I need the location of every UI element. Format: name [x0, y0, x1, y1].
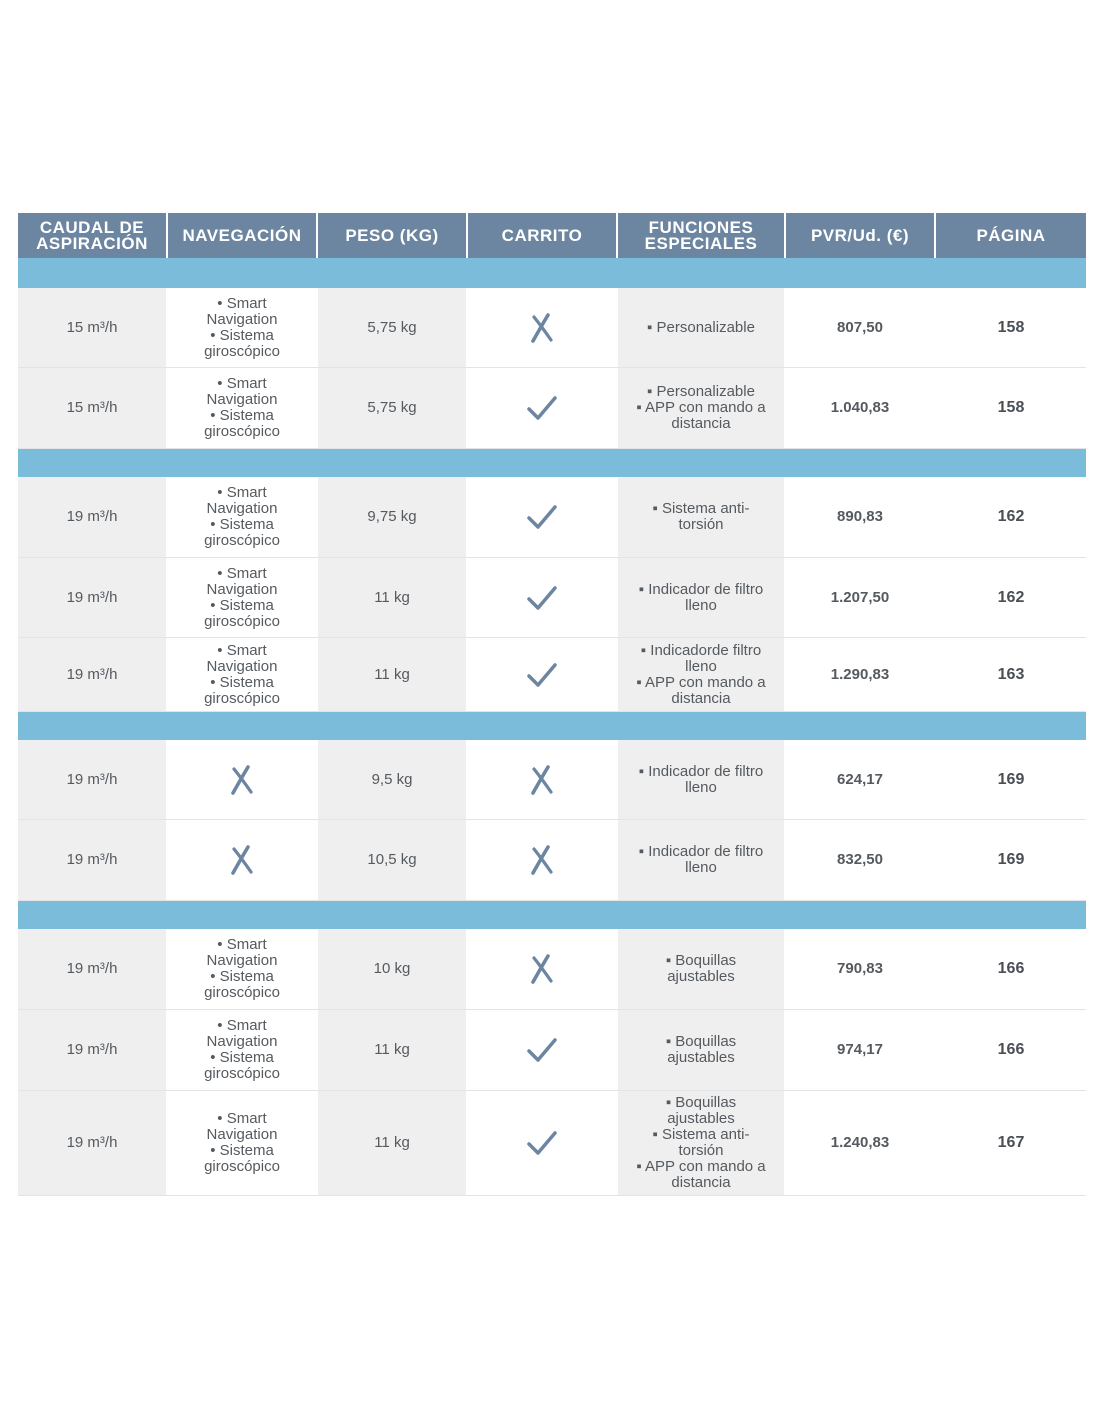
table-row — [18, 477, 1086, 558]
cell-line: distancia — [671, 689, 731, 707]
cell-line: giroscópico — [204, 1065, 280, 1082]
cell-pvr — [786, 558, 936, 637]
cell-pvr — [786, 820, 936, 900]
cell-funciones — [618, 1010, 786, 1090]
cell-line: ▪ Indicador de filtro — [638, 762, 764, 780]
cell-line: Navigation — [206, 500, 278, 517]
cell-line: • Smart — [217, 641, 267, 659]
cell-pvr — [786, 638, 936, 711]
cell-line: lleno — [685, 778, 717, 796]
pvr-value: 790,83 — [837, 960, 883, 977]
header-navegacion — [168, 213, 318, 258]
table-row — [18, 820, 1086, 901]
cell-caudal — [18, 1010, 168, 1090]
cell-line: ▪ Sistema anti- — [652, 1126, 750, 1143]
cell-lines — [639, 764, 764, 796]
pagina-value: 162 — [997, 588, 1025, 606]
cell-pvr — [786, 929, 936, 1009]
cell-funciones — [618, 558, 786, 637]
cell-pagina — [936, 288, 1086, 367]
peso-value: 10 kg — [373, 960, 411, 977]
check-icon — [526, 503, 558, 531]
cell-pagina — [936, 558, 1086, 637]
cell-line: giroscópico — [204, 984, 280, 1001]
table-row — [18, 1010, 1086, 1091]
cell-line: ajustables — [667, 968, 735, 985]
cell-line: lleno — [685, 657, 717, 675]
cell-lines — [204, 937, 280, 1001]
header-caudal — [18, 213, 168, 258]
cell-pagina — [936, 1091, 1086, 1195]
cell-peso — [318, 638, 468, 711]
caudal-value: 15 m³/h — [66, 318, 118, 336]
cell-navegacion — [168, 740, 318, 819]
cross-icon — [528, 764, 556, 796]
pvr-value: 624,17 — [837, 770, 883, 788]
table-row — [18, 558, 1086, 638]
cell-caudal — [18, 740, 168, 819]
header-pvr-label: PVR/Ud. (€) — [810, 225, 910, 245]
peso-value: 11 kg — [374, 1134, 410, 1151]
caudal-value: 15 m³/h — [66, 399, 118, 416]
cell-pvr — [786, 740, 936, 819]
cell-line: ajustables — [667, 1049, 735, 1066]
cell-funciones — [618, 820, 786, 900]
caudal-value: 19 m³/h — [66, 1134, 118, 1151]
cell-pagina — [936, 368, 1086, 448]
pagina-value: 169 — [997, 851, 1025, 868]
pvr-value: 974,17 — [837, 1041, 883, 1058]
pvr-value: 1.040,83 — [830, 399, 890, 416]
cell-lines — [639, 844, 764, 876]
cell-line: torsión — [678, 516, 724, 533]
cell-carrito — [468, 929, 618, 1009]
cell-lines — [204, 376, 280, 440]
cell-line: • Sistema — [210, 516, 274, 533]
cell-pvr — [786, 477, 936, 557]
group-separator — [18, 712, 1086, 740]
caudal-value: 19 m³/h — [66, 665, 118, 683]
cell-line: torsión — [678, 1142, 724, 1159]
table-row — [18, 368, 1086, 449]
peso-value: 11 kg — [374, 1041, 410, 1058]
cell-line: • Sistema — [210, 968, 274, 985]
header-pvr — [786, 213, 936, 258]
cell-lines — [639, 582, 764, 614]
cell-peso — [318, 740, 468, 819]
group-separator — [18, 901, 1086, 929]
cell-peso — [318, 929, 468, 1009]
cell-line: ▪ Indicador de filtro — [638, 843, 764, 860]
cell-line: Navigation — [206, 1126, 278, 1143]
cell-line: Navigation — [206, 310, 278, 328]
cell-line: Navigation — [206, 952, 278, 969]
pagina-value: 169 — [997, 770, 1025, 788]
cell-lines — [204, 485, 280, 549]
cell-line: • Sistema — [210, 596, 274, 614]
comparison-table — [18, 213, 1086, 1196]
cell-lines — [204, 296, 280, 360]
pagina-value: 158 — [997, 318, 1025, 336]
cell-pvr — [786, 1091, 936, 1195]
cell-navegacion — [168, 558, 318, 637]
cell-pagina — [936, 477, 1086, 557]
cell-carrito — [468, 740, 618, 819]
check-icon — [526, 1129, 558, 1157]
table-row — [18, 929, 1086, 1010]
header-carrito — [468, 213, 618, 258]
caudal-value: 19 m³/h — [66, 588, 118, 606]
cell-pvr — [786, 368, 936, 448]
cell-peso — [318, 1010, 468, 1090]
cell-line: ▪ APP con mando a — [636, 1158, 766, 1175]
cell-line: • Sistema — [210, 1142, 274, 1159]
cell-line: ▪ Personalizable — [647, 383, 755, 400]
cell-line: lleno — [685, 859, 717, 876]
cell-navegacion — [168, 929, 318, 1009]
cross-icon — [528, 953, 556, 985]
cell-carrito — [468, 1010, 618, 1090]
peso-value: 11 kg — [374, 588, 410, 606]
cell-line: Navigation — [206, 580, 278, 598]
pagina-value: 162 — [997, 508, 1025, 525]
cell-line: giroscópico — [204, 342, 280, 360]
pagina-value: 166 — [997, 1041, 1025, 1058]
check-icon — [526, 584, 558, 612]
cell-lines — [666, 1034, 736, 1066]
cell-peso — [318, 558, 468, 637]
cell-line: ▪ APP con mando a — [636, 399, 766, 416]
caudal-value: 19 m³/h — [66, 770, 118, 788]
check-icon — [526, 394, 558, 422]
cell-navegacion — [168, 820, 318, 900]
cell-lines — [652, 501, 749, 533]
cell-funciones — [618, 368, 786, 448]
table-row — [18, 638, 1086, 712]
cell-line: ▪ Boquillas — [665, 1033, 737, 1050]
cell-lines — [636, 384, 765, 432]
cell-line: • Smart — [217, 484, 267, 501]
cell-line: • Sistema — [210, 1049, 274, 1066]
cell-funciones — [618, 740, 786, 819]
cell-caudal — [18, 820, 168, 900]
cell-lines — [666, 953, 736, 985]
cell-line: giroscópico — [204, 1158, 280, 1175]
cell-lines — [204, 1111, 280, 1175]
cell-carrito — [468, 558, 618, 637]
pvr-value: 1.290,83 — [830, 665, 890, 683]
pvr-value: 1.240,83 — [830, 1134, 890, 1151]
cell-peso — [318, 477, 468, 557]
cell-line: giroscópico — [204, 612, 280, 630]
cell-lines — [204, 1018, 280, 1082]
cell-line: Navigation — [206, 1033, 278, 1050]
pagina-value: 163 — [997, 665, 1025, 683]
header-funciones — [618, 213, 786, 258]
header-peso-label: PESO (KG) — [345, 225, 439, 245]
header-navegacion-label: NAVEGACIÓN — [182, 225, 302, 245]
cell-pagina — [936, 929, 1086, 1009]
header-pagina-label: PÁGINA — [976, 225, 1046, 245]
pagina-value: 166 — [997, 960, 1025, 977]
cell-line: ▪ Sistema anti- — [652, 500, 750, 517]
peso-value: 9,5 kg — [371, 770, 413, 788]
cell-line: • Sistema — [210, 407, 274, 424]
cell-line: ▪ Indicadorde filtro — [640, 641, 762, 659]
cell-pagina — [936, 638, 1086, 711]
cell-line: distancia — [671, 415, 731, 432]
cross-icon — [528, 844, 556, 876]
cell-caudal — [18, 368, 168, 448]
cell-peso — [318, 820, 468, 900]
check-icon — [526, 1036, 558, 1064]
cell-navegacion — [168, 1010, 318, 1090]
cell-line: giroscópico — [204, 689, 280, 707]
cell-navegacion — [168, 288, 318, 367]
cross-icon — [528, 312, 556, 344]
table-row — [18, 288, 1086, 368]
peso-value: 5,75 kg — [367, 318, 417, 336]
cell-pagina — [936, 740, 1086, 819]
cell-navegacion — [168, 368, 318, 448]
peso-value: 10,5 kg — [367, 851, 417, 868]
cell-carrito — [468, 820, 618, 900]
cell-peso — [318, 368, 468, 448]
peso-value: 11 kg — [374, 665, 410, 683]
cell-line: Navigation — [206, 657, 278, 675]
cell-peso — [318, 1091, 468, 1195]
group-separator — [18, 258, 1086, 288]
cell-line: ajustables — [667, 1110, 735, 1127]
cell-line: ▪ Personalizable — [647, 318, 755, 336]
cell-line: ▪ Indicador de filtro — [638, 580, 764, 598]
header-funciones-label: FUNCIONES ESPECIALES — [644, 217, 758, 253]
header-peso — [318, 213, 468, 258]
cell-line: giroscópico — [204, 423, 280, 440]
cell-line: giroscópico — [204, 532, 280, 549]
cell-navegacion — [168, 638, 318, 711]
cell-caudal — [18, 477, 168, 557]
cell-lines — [647, 320, 755, 336]
pvr-value: 1.207,50 — [830, 588, 890, 606]
check-icon — [526, 661, 558, 689]
cell-line: • Sistema — [210, 326, 274, 344]
cell-navegacion — [168, 477, 318, 557]
cell-line: distancia — [671, 1174, 731, 1191]
cell-pagina — [936, 820, 1086, 900]
cell-line: • Smart — [217, 1110, 267, 1127]
cell-line: • Smart — [217, 564, 267, 582]
cell-pagina — [936, 1010, 1086, 1090]
cell-lines — [204, 566, 280, 630]
cell-funciones — [618, 477, 786, 557]
cell-navegacion — [168, 1091, 318, 1195]
cell-carrito — [468, 477, 618, 557]
group-separator — [18, 449, 1086, 477]
cross-icon — [228, 764, 256, 796]
pvr-value: 832,50 — [837, 851, 883, 868]
cell-line: • Smart — [217, 294, 267, 312]
cell-caudal — [18, 638, 168, 711]
cell-line: • Smart — [217, 375, 267, 392]
cell-carrito — [468, 1091, 618, 1195]
cell-funciones — [618, 1091, 786, 1195]
cell-funciones — [618, 638, 786, 711]
header-pagina — [936, 213, 1086, 258]
pvr-value: 807,50 — [837, 318, 883, 336]
cell-funciones — [618, 929, 786, 1009]
cell-funciones — [618, 288, 786, 367]
peso-value: 5,75 kg — [367, 399, 417, 416]
cell-line: • Sistema — [210, 673, 274, 691]
cell-caudal — [18, 929, 168, 1009]
caudal-value: 19 m³/h — [66, 960, 118, 977]
caudal-value: 19 m³/h — [66, 1041, 118, 1058]
pagina-value: 158 — [997, 399, 1025, 416]
cell-carrito — [468, 288, 618, 367]
header-caudal-label: CAUDAL DE ASPIRACIÓN — [36, 217, 148, 253]
cell-pvr — [786, 1010, 936, 1090]
cell-line: ▪ APP con mando a — [636, 673, 766, 691]
cell-line: • Smart — [217, 1017, 267, 1034]
pvr-value: 890,83 — [837, 508, 883, 525]
cell-caudal — [18, 288, 168, 367]
peso-value: 9,75 kg — [367, 508, 417, 525]
pagina-value: 167 — [997, 1134, 1025, 1151]
cell-line: Navigation — [206, 391, 278, 408]
cell-line: lleno — [685, 596, 717, 614]
cell-peso — [318, 288, 468, 367]
table-body — [18, 258, 1086, 1196]
table-header — [18, 213, 1086, 258]
header-carrito-label: CARRITO — [501, 225, 583, 245]
cross-icon — [228, 844, 256, 876]
cell-pvr — [786, 288, 936, 367]
cell-caudal — [18, 558, 168, 637]
cell-line: ▪ Boquillas — [665, 952, 737, 969]
cell-line: • Smart — [217, 936, 267, 953]
table-row — [18, 740, 1086, 820]
cell-lines — [636, 643, 765, 707]
cell-line: ▪ Boquillas — [665, 1094, 737, 1111]
caudal-value: 19 m³/h — [66, 851, 118, 868]
cell-lines — [636, 1095, 765, 1191]
cell-caudal — [18, 1091, 168, 1195]
caudal-value: 19 m³/h — [66, 508, 118, 525]
cell-carrito — [468, 638, 618, 711]
table-row — [18, 1091, 1086, 1196]
cell-carrito — [468, 368, 618, 448]
cell-lines — [204, 643, 280, 707]
